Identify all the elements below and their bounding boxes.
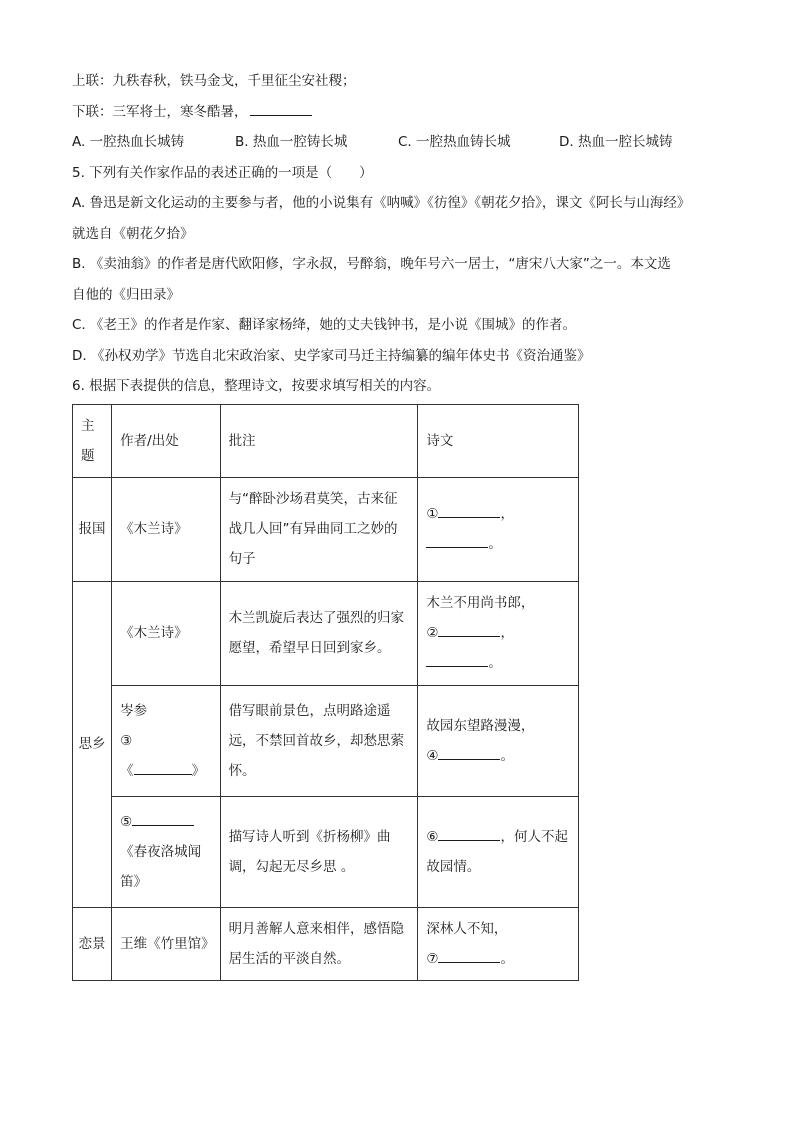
blank-marker: ② bbox=[426, 625, 439, 641]
answer-blank[interactable] bbox=[438, 948, 500, 963]
note-cell: 与“醉卧沙场君莫笑，古来征战几人回”有异曲同工之妙的句子 bbox=[220, 477, 418, 581]
blank-marker: ⑦ bbox=[426, 950, 439, 967]
poem-cell bbox=[418, 685, 579, 796]
note-cell: 描写诗人听到《折杨柳》曲调，勾起无尽乡思 。 bbox=[220, 796, 418, 907]
table-row bbox=[73, 581, 579, 685]
punct: ， bbox=[500, 625, 514, 641]
theme-sixiang: 思乡 bbox=[73, 581, 112, 907]
poem-line: 故园东望路漫漫， bbox=[426, 717, 535, 734]
table-row bbox=[73, 477, 579, 581]
poem-text: ，何人不起故园情。 bbox=[426, 828, 568, 875]
punct: 。 bbox=[488, 536, 502, 552]
answer-blank[interactable] bbox=[250, 101, 312, 116]
answer-blank[interactable] bbox=[438, 503, 500, 518]
q5-option-a-line2[interactable]: 就选自《朝花夕拾》 bbox=[72, 225, 194, 242]
option-a[interactable]: A. 一腔热血长城铸 bbox=[72, 134, 185, 150]
q5-option-b-line2[interactable]: 自他的《归田录》 bbox=[72, 286, 180, 303]
q6-stem: 6. 根据下表提供的信息，整理诗文，按要求填写相关的内容。 bbox=[72, 378, 441, 394]
note-cell: 借写眼前景色，点明路途遥远，不禁回首故乡，却愁思萦怀。 bbox=[220, 685, 418, 796]
option-b[interactable]: B. 热血一腔铸长城 bbox=[235, 134, 348, 150]
q5-option-a-line1[interactable]: A. 鲁迅是新文化运动的主要参与者，他的小说集有《呐喊》《彷徨》《朝花夕拾》，课文《阿长与山海经》 bbox=[72, 195, 691, 211]
poem-cell bbox=[418, 907, 579, 980]
author-cell: 《木兰诗》 bbox=[112, 477, 220, 581]
answer-blank[interactable] bbox=[438, 826, 500, 841]
poem-cell bbox=[418, 477, 579, 581]
author-name: 岑参 bbox=[120, 702, 148, 719]
poem-cell bbox=[418, 581, 579, 685]
header-author: 作者/出处 bbox=[112, 404, 220, 477]
option-d[interactable]: D. 热血一腔长城铸 bbox=[559, 134, 673, 150]
punct: 。 bbox=[488, 655, 502, 671]
answer-blank[interactable] bbox=[426, 533, 488, 548]
lower-couplet bbox=[72, 97, 722, 128]
table-row bbox=[73, 685, 579, 796]
poem-title: 《春夜洛城闻笛》 bbox=[120, 843, 202, 890]
q5-option-c[interactable]: C. 《老王》的作者是作家、翻译家杨绛，她的丈夫钱钟书，是小说《围城》的作者。 bbox=[72, 317, 577, 333]
answer-blank[interactable] bbox=[426, 652, 488, 667]
upper-couplet: 上联：九秩春秋，铁马金戈，千里征尘安社稷； bbox=[72, 73, 356, 89]
blank-marker: ⑥ bbox=[426, 828, 439, 845]
answer-blank[interactable] bbox=[438, 622, 500, 637]
answer-blank[interactable] bbox=[134, 760, 192, 775]
header-note: 批注 bbox=[220, 404, 418, 477]
poem-line: 木兰不用尚书郎， bbox=[426, 595, 535, 611]
option-c[interactable]: C. 一腔热血铸长城 bbox=[398, 134, 511, 150]
author-cell: 王维《竹里馆》 bbox=[112, 907, 220, 980]
q5-option-b-line1[interactable]: B. 《卖油翁》的作者是唐代欧阳修，字永叔，号醉翁，晚年号六一居士，“唐宋八大家”之一。本文选 bbox=[72, 256, 671, 272]
blank-marker: ③ bbox=[120, 732, 133, 749]
exam-page bbox=[72, 66, 722, 981]
poem-cell bbox=[418, 796, 579, 907]
theme-lianjing: 恋景 bbox=[73, 907, 112, 980]
q5-stem: 5. 下列有关作家作品的表述正确的一项是（ ） bbox=[72, 164, 373, 181]
table-row bbox=[73, 796, 579, 907]
note-cell: 明月善解人意来相伴，感悟隐居生活的平淡自然。 bbox=[220, 907, 418, 980]
theme-baoguo: 报国 bbox=[73, 477, 112, 581]
table-row bbox=[73, 907, 579, 980]
table-header-row bbox=[73, 404, 579, 477]
bracket: 》 bbox=[191, 762, 206, 779]
author-cell bbox=[112, 796, 220, 907]
punct: 。 bbox=[500, 747, 514, 764]
poem-line: 深林人不知， bbox=[426, 920, 508, 937]
punct: ， bbox=[500, 506, 514, 522]
author-cell: 《木兰诗》 bbox=[112, 581, 220, 685]
q4-options bbox=[72, 127, 722, 158]
header-theme: 主题 bbox=[73, 404, 112, 477]
answer-blank[interactable] bbox=[438, 745, 500, 760]
answer-blank[interactable] bbox=[132, 811, 194, 826]
poetry-table bbox=[72, 404, 579, 981]
bracket: 《 bbox=[120, 762, 134, 779]
blank-marker: ④ bbox=[426, 747, 439, 764]
header-poem: 诗文 bbox=[418, 404, 579, 477]
q5-option-d[interactable]: D. 《孙权劝学》节选自北宋政治家、史学家司马迁主持编纂的编年体史书《资治通鉴》 bbox=[72, 347, 591, 364]
lower-couplet-text: 下联：三军将士，寒冬酷暑， bbox=[72, 103, 248, 120]
blank-marker: ⑤ bbox=[120, 813, 133, 830]
note-cell: 木兰凯旋后表达了强烈的归家愿望，希望早日回到家乡。 bbox=[220, 581, 418, 685]
author-cell bbox=[112, 685, 220, 796]
punct: 。 bbox=[500, 950, 514, 967]
blank-marker: ① bbox=[426, 506, 439, 522]
